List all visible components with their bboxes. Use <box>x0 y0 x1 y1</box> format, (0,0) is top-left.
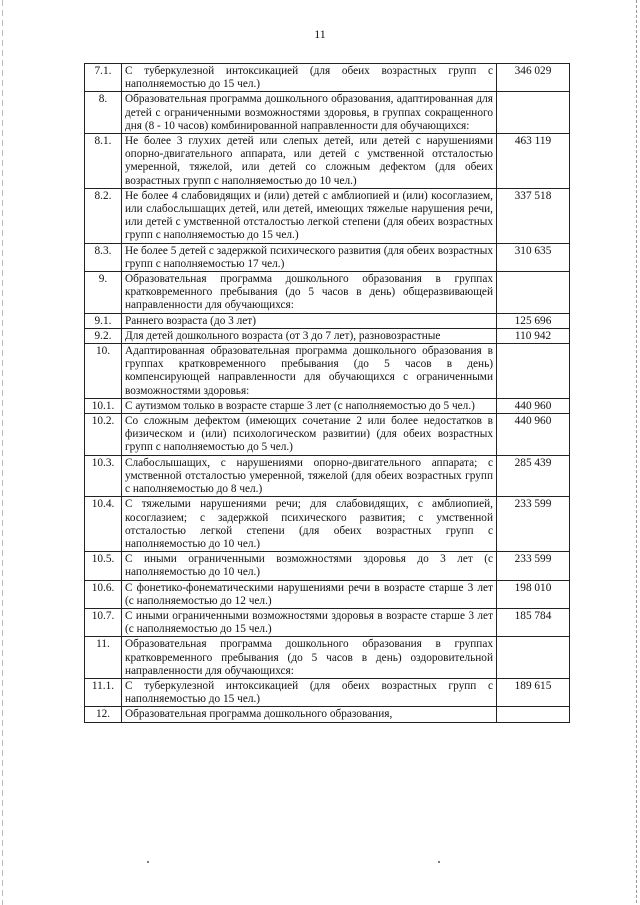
row-number-cell: 8. <box>85 92 122 134</box>
row-description-cell: Раннего возраста (до 3 лет) <box>122 313 497 328</box>
table-row <box>85 64 570 92</box>
row-value-cell: 440 960 <box>497 398 570 413</box>
row-value-cell <box>497 637 570 679</box>
row-value-cell <box>497 707 570 722</box>
row-description-cell: С туберкулезной интоксикацией (для обеих возрастных групп с наполняемостью до 15 чел.) <box>122 678 497 706</box>
row-value-cell: 337 518 <box>497 188 570 243</box>
row-description-cell: С иными ограниченными возможностями здоровья до 3 лет (с наполняемостью до 10 чел.) <box>122 552 497 580</box>
row-description-cell: Образовательная программа дошкольного образования, адаптированная для детей с ограниченными возможностями здоровья, в группах сокращенного дня (8 - 10 часов) комбинированной направленности для обучающихся: <box>122 92 497 134</box>
row-description-cell: Не более 5 детей с задержкой психического развития (для обеих возрастных групп с наполняемостью 17 чел.) <box>122 243 497 271</box>
row-number-cell: 10.6. <box>85 580 122 608</box>
row-value-cell <box>497 272 570 314</box>
table-row <box>85 398 570 413</box>
row-number-cell: 9.2. <box>85 328 122 343</box>
row-number-cell: 8.1. <box>85 134 122 189</box>
row-number-cell: 10.4. <box>85 497 122 552</box>
row-number-cell: 7.1. <box>85 64 122 92</box>
row-description-cell: С аутизмом только в возрасте старше 3 лет (с наполняемостью до 5 чел.) <box>122 398 497 413</box>
row-number-cell: 11.1. <box>85 678 122 706</box>
row-description-cell: Образовательная программа дошкольного образования, <box>122 707 497 722</box>
table-row <box>85 272 570 314</box>
table-row <box>85 188 570 243</box>
row-description-cell: С фонетико-фонематическими нарушениями речи в возрасте старше 3 лет (с наполняемостью до 12 чел.) <box>122 580 497 608</box>
table-body <box>85 64 570 723</box>
row-value-cell: 198 010 <box>497 580 570 608</box>
row-value-cell: 233 599 <box>497 552 570 580</box>
scan-dot <box>438 861 440 863</box>
row-number-cell: 10.5. <box>85 552 122 580</box>
row-description-cell: Для детей дошкольного возраста (от 3 до 7 лет), разновозрастные <box>122 328 497 343</box>
row-value-cell: 110 942 <box>497 328 570 343</box>
scan-edge-left <box>2 0 3 905</box>
row-description-cell: Не более 3 глухих детей или слепых детей, или детей с нарушениями опорно-двигательного аппарата, или детей с умственной отсталостью умеренной, тяжелой, или детей со сложным дефектом (для обеих возрастных групп с наполняемостью до 10 чел.) <box>122 134 497 189</box>
tariff-table-container <box>84 63 564 723</box>
row-number-cell: 9. <box>85 272 122 314</box>
row-description-cell: С туберкулезной интоксикацией (для обеих возрастных групп с наполняемостью до 15 чел.) <box>122 64 497 92</box>
row-value-cell: 233 599 <box>497 497 570 552</box>
row-value-cell <box>497 344 570 399</box>
table-row <box>85 580 570 608</box>
row-number-cell: 12. <box>85 707 122 722</box>
row-description-cell: Адаптированная образовательная программа дошкольного образования в группах кратковременного пребывания (до 5 часов в день) компенсирующей направленности для обучающихся с ограниченными возможностями здоровья: <box>122 344 497 399</box>
table-row <box>85 414 570 456</box>
row-description-cell: Не более 4 слабовидящих и (или) детей с амблиопией и (или) косоглазием, или слабослышащих детей, или детей, имеющих тяжелые нарушения речи, или детей с умственной отсталостью легкой степени (для обеих возрастных групп с наполняемостью до 15 чел.) <box>122 188 497 243</box>
row-value-cell: 346 029 <box>497 64 570 92</box>
row-value-cell: 463 119 <box>497 134 570 189</box>
row-value-cell: 310 635 <box>497 243 570 271</box>
row-number-cell: 8.3. <box>85 243 122 271</box>
row-description-cell: Образовательная программа дошкольного образования в группах кратковременного пребывания (до 5 часов в день) общеразвивающей направленности для обучающихся: <box>122 272 497 314</box>
page-number: 11 <box>314 27 326 41</box>
table-row <box>85 313 570 328</box>
row-description-cell: С тяжелыми нарушениями речи; для слабовидящих, с амблиопией, косоглазием; с задержкой психического развития; с умственной отсталостью легкой степени (для обеих возрастных групп с наполняемостью до 10 чел.) <box>122 497 497 552</box>
row-value-cell: 189 615 <box>497 678 570 706</box>
row-value-cell: 185 784 <box>497 608 570 636</box>
row-description-cell: Образовательная программа дошкольного образования в группах кратковременного пребывания (до 5 часов в день) оздоровительной направленности для обучающихся: <box>122 637 497 679</box>
row-value-cell <box>497 92 570 134</box>
row-number-cell: 10.2. <box>85 414 122 456</box>
row-description-cell: С иными ограниченными возможностями здоровья в возрасте старше 3 лет (с наполняемостью до 15 чел.) <box>122 608 497 636</box>
table-row <box>85 328 570 343</box>
table-row <box>85 707 570 722</box>
row-number-cell: 9.1. <box>85 313 122 328</box>
table-row <box>85 134 570 189</box>
row-number-cell: 10.1. <box>85 398 122 413</box>
scan-edge-right <box>636 0 637 905</box>
row-description-cell: Слабослышащих, с нарушениями опорно-двигательного аппарата; с умственной отсталостью умеренной, тяжелой (для обеих возрастных групп с наполняемостью до 8 чел.) <box>122 455 497 497</box>
tariff-table <box>84 63 570 723</box>
table-row <box>85 92 570 134</box>
table-row <box>85 608 570 636</box>
table-row <box>85 243 570 271</box>
table-row <box>85 552 570 580</box>
table-row <box>85 678 570 706</box>
table-row <box>85 497 570 552</box>
row-number-cell: 10.3. <box>85 455 122 497</box>
row-number-cell: 8.2. <box>85 188 122 243</box>
row-number-cell: 10.7. <box>85 608 122 636</box>
table-row <box>85 455 570 497</box>
row-number-cell: 11. <box>85 637 122 679</box>
table-row <box>85 344 570 399</box>
row-value-cell: 440 960 <box>497 414 570 456</box>
scan-dot <box>147 861 149 863</box>
table-row <box>85 637 570 679</box>
row-number-cell: 10. <box>85 344 122 399</box>
row-value-cell: 285 439 <box>497 455 570 497</box>
row-description-cell: Со сложным дефектом (имеющих сочетание 2 или более недостатков в физическом и (или) психологическом развитии) (для обеих возрастных групп с наполняемостью до 5 чел.) <box>122 414 497 456</box>
row-value-cell: 125 696 <box>497 313 570 328</box>
